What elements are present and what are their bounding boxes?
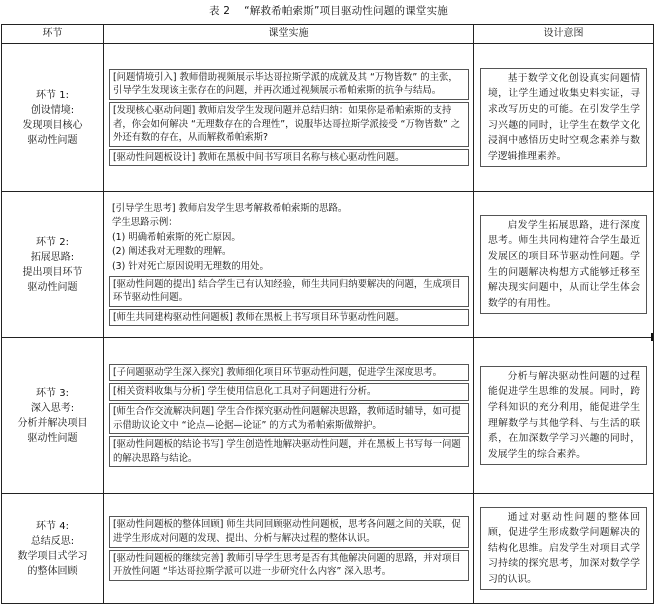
implementation-step: [问题情境引入] 教师借助视频展示毕达哥拉斯学派的成就及其 “万物皆数” 的主张，引导学生发现该主张存在的问题，并再次通过视频展示希帕索斯的抗争与结局。 [109,69,469,100]
implementation-cell [104,494,474,604]
student-idea-item: (2) 阐述我对无理数的理解。 [112,246,232,258]
stage-label: 驱动性问题 [27,134,78,146]
implementation-step: [引导学生思考] 教师启发学生思考解救希帕索斯的思路。 [112,202,348,214]
header-implementation: 课堂实施 [104,25,474,44]
student-idea-item: (3) 针对死亡原因说明无理数的用处。 [112,261,269,272]
design-intent-text: 基于数学文化创设真实问题情境，让学生通过收集史料实证，寻求改写历史的可能。在引发学生学习兴趣的同时，让学生在数学文化浸润中感悟历史时空观念素养与数学逻辑推理素养。 [480,68,647,168]
implementation-cell [104,338,474,494]
margin-mark [651,333,653,341]
stage-label: 提出项目环节 [22,266,83,278]
stage-label: 驱动性问题 [27,432,78,444]
table-number: 表 2 [208,5,231,17]
stage-label: 环节 2: [36,236,69,248]
stage-label: 创设情境: [30,104,75,116]
implementation-table [1,24,654,604]
implementation-step: [相关资料收集与分析] 学生使用信息化工具对子问题进行分析。 [109,383,469,401]
implementation-step: [驱动性问题的提出] 结合学生已有认知经验，师生共同归纳要解决的问题，生成项目环节驱动性问题。 [109,276,469,307]
stage-label: 总结反思: [30,535,75,547]
stage-label: 深入思考: [30,402,75,414]
implementation-step: [子问题驱动学生深入探究] 教师细化项目环节驱动性问题，促进学生深度思考。 [109,364,469,382]
table-row [2,494,654,604]
header-intent: 设计意图 [474,25,654,44]
stage-label: 环节 1: [36,89,69,101]
design-intent-text: 通过对驱动性问题的整体回顾，促进学生形成数学问题解决的结构化思维。启发学生对项目式学习持续的探究思考，加深对数学学习的认识。 [480,507,647,591]
header-row [2,25,654,44]
stage-cell [2,192,104,338]
implementation-step: [师生共同建构驱动性问题板] 教师在黑板上书写项目环节驱动性问题。 [109,309,469,327]
stage-label: 发现项目核心 [22,119,83,131]
table-row [2,192,654,338]
stage-cell [2,338,104,494]
design-intent-text: 启发学生拓展思路，进行深度思考。师生共同构建符合学生最近发展区的项目环节驱动性问题。学生的问题解决构想方式能够迁移至解决现实问题中，从而让学生体会数学的有用性。 [480,215,647,315]
implementation-step: [发现核心驱动问题] 教师启发学生发现问题并总结归纳：如果你是希帕索斯的支持者，你会如何解决 “无理数存在的合理性”，说服毕达哥拉斯学派接受 “万物皆数” 之外还有数的存在，从而解救希帕索斯? [109,102,469,147]
design-intent-text: 分析与解决驱动性问题的过程能促进学生思维的发展。同时，跨学科知识的充分利用，能促进学生理解数学与其他学科、与生活的联系，在加深数学学习兴趣的同时，发展学生的综合素养。 [480,366,647,466]
implementation-step: [驱动性问题板设计] 教师在黑板中间书写项目名称与核心驱动性问题。 [109,149,469,167]
stage-label: 拓展思路: [30,251,75,263]
table-title: “解救希帕索斯”项目驱动性问题的课堂实施 [244,5,448,17]
implementation-step: [驱动性问题板的结论书写] 学生创造性地解决驱动性问题，并在黑板上书写每一问题的解决思路与结论。 [109,436,469,467]
implementation-step: [驱动性问题板的继续完善] 教师引导学生思考是否有其他解决问题的思路，并对项目开放性问题 “毕达哥拉斯学派可以进一步研究什么内容” 深入思考。 [109,550,469,581]
table-row [2,338,654,494]
implementation-cell [104,192,474,338]
implementation-step: 学生思路示例： [112,217,178,229]
stage-label: 的整体回顾 [27,565,78,577]
stage-label: 驱动性问题 [27,281,78,293]
implementation-step: [驱动性问题板的整体回顾] 师生共同回顾驱动性问题板，思考各问题之间的关联，促进学生形成对问题的发现、提出、分析与解决过程的整体认识。 [109,516,469,547]
stage-label: 数学项目式学习 [17,550,88,562]
table-row [2,44,654,192]
intent-cell [474,192,654,338]
stage-label: 分析并解决项目 [17,417,88,429]
stage-cell [2,44,104,192]
header-stage: 环节 [2,25,104,44]
intent-cell [474,44,654,192]
intent-cell [474,338,654,494]
stage-label: 环节 4: [36,520,69,532]
stage-label: 环节 3: [36,387,69,399]
table-caption [0,4,657,18]
implementation-step: [师生合作交流解决问题] 学生合作探究驱动性问题解决思路，教师适时辅导，如可提示借助议论文中 “论点—论据—论证” 的方式为希帕索斯做辩护。 [109,403,469,434]
stage-cell [2,494,104,604]
student-idea-item: (1) 明确希帕索斯的死亡原因。 [112,231,241,243]
intent-cell [474,494,654,604]
implementation-cell [104,44,474,192]
